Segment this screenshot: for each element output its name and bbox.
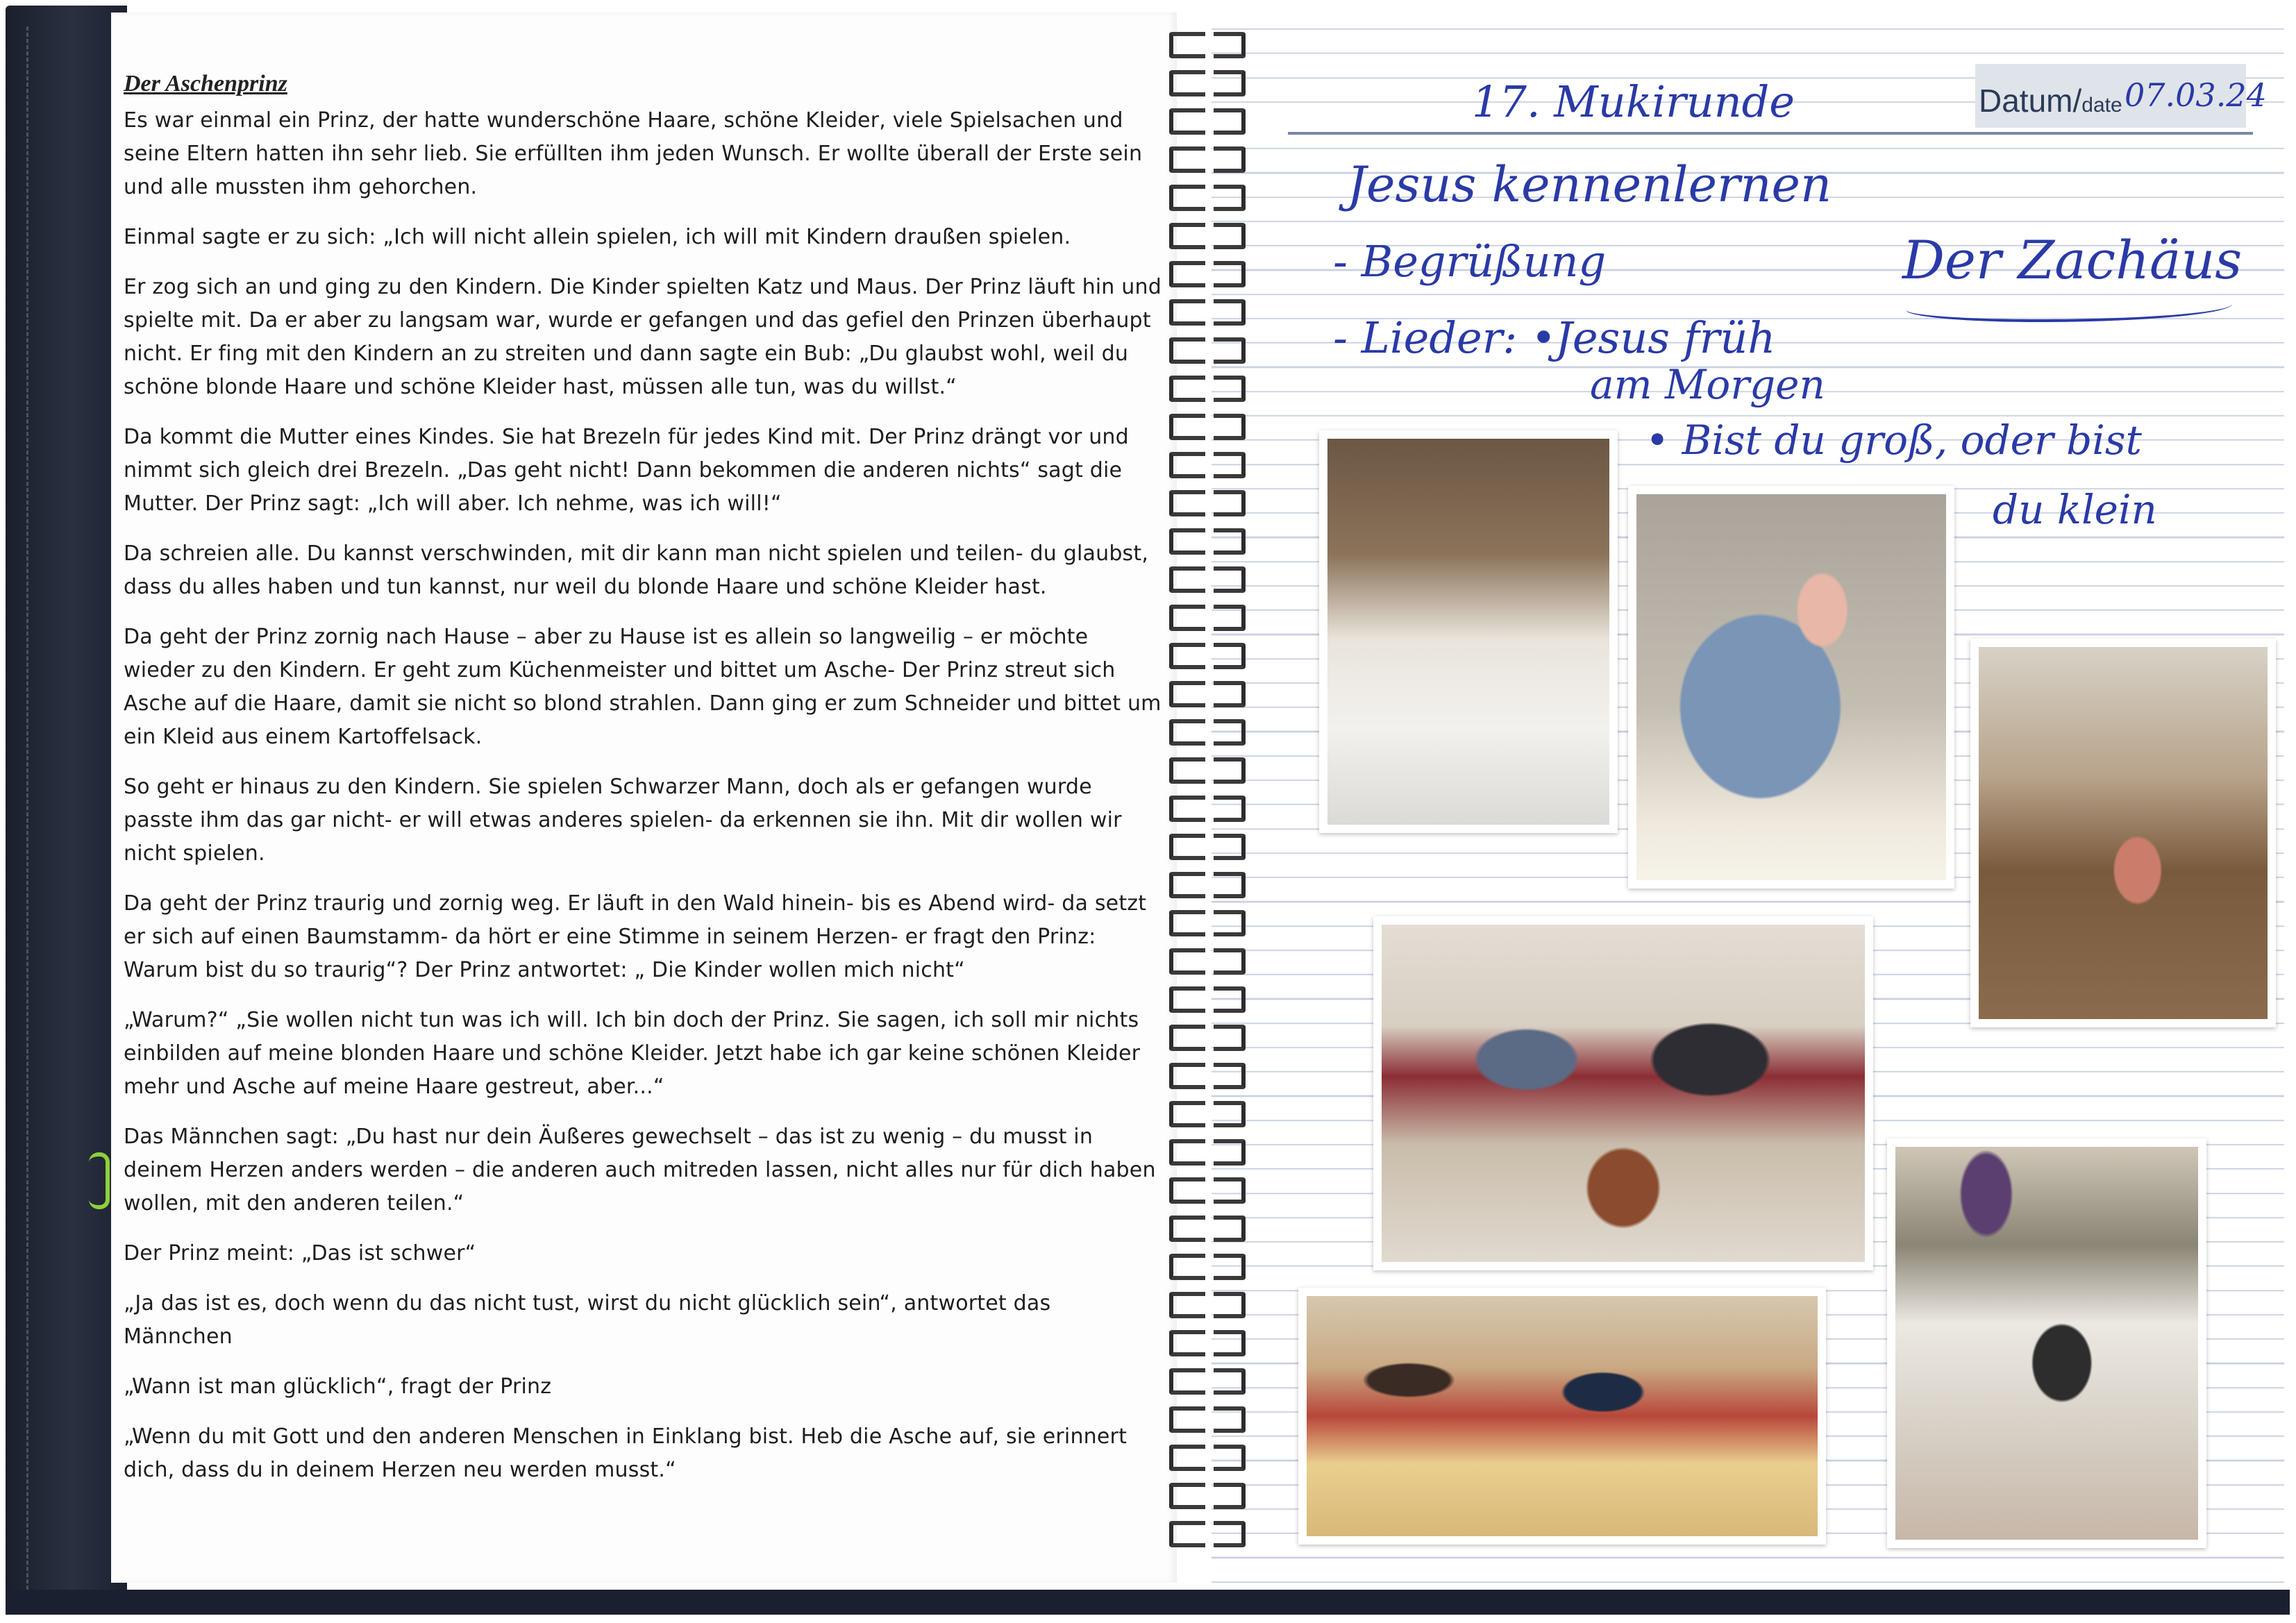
spiral-ring <box>1166 1020 1250 1048</box>
spiral-wire <box>1169 1406 1205 1433</box>
spiral-wire <box>1214 70 1246 96</box>
spiral-wire <box>1169 414 1205 440</box>
spiral-wire <box>1169 337 1205 364</box>
spiral-wire <box>1169 146 1205 173</box>
photo-image <box>1382 925 1865 1262</box>
spiral-ring <box>1166 868 1250 895</box>
spiral-wire <box>1169 643 1205 669</box>
story-paragraph: „Ja das ist es, doch wenn du das nicht tust, wirst du nicht glücklich sein“, antwortet das Männchen <box>124 1291 1051 1349</box>
story-paragraph: Der Prinz meint: „Das ist schwer“ <box>124 1241 476 1265</box>
spiral-wire <box>1214 910 1246 936</box>
spiral-wire <box>1169 528 1205 555</box>
spiral-wire <box>1169 1025 1205 1051</box>
spiral-wire <box>1214 414 1246 440</box>
photo-group-circle <box>1373 916 1873 1270</box>
spiral-wire <box>1214 1445 1246 1471</box>
spiral-wire <box>1169 681 1205 707</box>
story-paragraph: Einmal sagte er zu sich: „Ich will nicht allein spielen, ich will mit Kindern draußen spielen. <box>124 225 1071 249</box>
spiral-ring <box>1166 486 1250 514</box>
spiral-wire <box>1169 1139 1205 1166</box>
spiral-wire <box>1214 1406 1246 1433</box>
spiral-ring <box>1166 1135 1250 1163</box>
spiral-ring <box>1166 142 1250 170</box>
spiral-wire <box>1214 490 1246 516</box>
spiral-ring <box>1166 791 1250 819</box>
spiral-ring <box>1166 180 1250 208</box>
story-paragraph: Da geht der Prinz zornig nach Hause – aber zu Hause ist es allein so langweilig – er möchte wieder zu den Kindern. Er geht zum Küchenmeister und bittet um Asche- Der Prinz streut sich Asche auf die Haare, damit sie nicht so blond strahlen. Dann ging er zum Schneider und bittet um ein Kleid aus einem Kartoffelsack. <box>124 625 1162 749</box>
spiral-ring <box>1166 1097 1250 1125</box>
binder-cover-bottom <box>6 1590 2290 1615</box>
spiral-wire <box>1169 490 1205 516</box>
binder-cover <box>6 6 127 1613</box>
spiral-wire <box>1169 32 1205 58</box>
spiral-ring <box>1166 1364 1250 1392</box>
spiral-wire <box>1214 32 1246 58</box>
spiral-wire <box>1169 1216 1205 1242</box>
spiral-wire <box>1169 1101 1205 1127</box>
photo-altar-table <box>1319 430 1618 833</box>
story-paragraph: Da kommt die Mutter eines Kindes. Sie hat Brezeln für jedes Kind mit. Der Prinz drängt vor und nimmt sich gleich drei Brezeln. „Das geht nicht! Dann bekommen die anderen nichts“ sagt die Mutter. Der Prinz sagt: „Ich will aber. Ich nehme, was ich will!“ <box>124 425 1129 516</box>
spiral-wire <box>1169 834 1205 860</box>
spiral-wire <box>1214 1521 1246 1547</box>
spiral-ring <box>1166 219 1250 246</box>
spiral-wire <box>1214 948 1246 975</box>
spiral-wire <box>1169 1483 1205 1509</box>
photo-image <box>1636 494 1946 880</box>
story-paragraph: „Warum?“ „Sie wollen nicht tun was ich will. Ich bin doch der Prinz. Sie sagen, ich soll mir nichts einbilden auf meine blonden Haare und schöne Kleider. Jetzt habe ich gar keine schönen Kleider mehr und Asche auf meine Haare gestreut, aber...“ <box>124 1008 1141 1099</box>
spiral-ring <box>1166 715 1250 743</box>
spiral-ring <box>1166 448 1250 476</box>
story-text <box>124 104 1165 1504</box>
photo-woman-with-child <box>1628 486 1954 889</box>
spiral-wire <box>1214 1177 1246 1204</box>
spiral-wire <box>1214 566 1246 593</box>
spiral-wire <box>1214 1216 1246 1242</box>
spiral-wire <box>1169 1063 1205 1089</box>
spiral-ring <box>1166 753 1250 781</box>
spiral-wire <box>1169 948 1205 975</box>
spiral-wire <box>1169 1254 1205 1280</box>
spiral-wire <box>1169 1521 1205 1547</box>
spiral-wire <box>1214 452 1246 478</box>
spiral-ring <box>1166 1326 1250 1354</box>
spiral-wire <box>1169 757 1205 784</box>
spiral-wire <box>1214 1292 1246 1318</box>
spiral-wire <box>1169 223 1205 249</box>
spiral-ring <box>1166 677 1250 705</box>
spiral-wire <box>1214 528 1246 555</box>
topic-text: Jesus kennenlernen <box>1347 156 1832 213</box>
song-1-line-1: Jesus früh <box>1555 312 1776 363</box>
spiral-ring <box>1166 66 1250 94</box>
spiral-wire <box>1169 1292 1205 1318</box>
spiral-ring <box>1166 830 1250 857</box>
spiral-wire <box>1169 1330 1205 1356</box>
spiral-wire <box>1214 146 1246 173</box>
elastic-band <box>89 1152 110 1209</box>
spiral-wire <box>1214 1101 1246 1127</box>
spiral-wire <box>1214 757 1246 784</box>
spiral-wire <box>1169 108 1205 135</box>
spiral-wire <box>1169 452 1205 478</box>
spiral-ring <box>1166 1211 1250 1239</box>
spiral-ring <box>1166 410 1250 437</box>
spiral-ring <box>1166 104 1250 132</box>
spiral-ring <box>1166 28 1250 56</box>
spiral-wire <box>1169 872 1205 898</box>
spiral-wire <box>1169 986 1205 1013</box>
photo-group-table <box>1298 1288 1826 1545</box>
story-paragraph: Da schreien alle. Du kannst verschwinden, mit dir kann man nicht spielen und teilen- du glaubst, dass du alles haben und tun kannst, nur weil du blonde Haare und schöne Kleider hast. <box>124 541 1149 599</box>
spiral-ring <box>1166 1440 1250 1468</box>
spiral-wire <box>1214 1063 1246 1089</box>
spiral-ring <box>1166 1173 1250 1201</box>
spiral-wire <box>1169 796 1205 822</box>
spiral-wire <box>1169 1445 1205 1471</box>
spiral-wire <box>1214 986 1246 1013</box>
spiral-wire <box>1214 1025 1246 1051</box>
header-rule <box>1288 132 2253 135</box>
spiral-ring <box>1166 1288 1250 1315</box>
song-2-line-2: du klein <box>1993 486 2157 533</box>
spiral-wire <box>1214 185 1246 211</box>
spiral-ring <box>1166 371 1250 399</box>
side-note-zachaeus: Der Zachäus <box>1902 229 2243 291</box>
spiral-wire <box>1214 337 1246 364</box>
story-paragraph: Da geht der Prinz traurig und zornig weg. Er läuft in den Wald hinein- bis es Abend wird- da setzt er sich auf einen Baumstamm- da hört er eine Stimme in seinem Herzen- er fragt den Prinz: Warum bist du so traurig“? Der Prinz antwortet: „ Die Kinder wollen mich nicht“ <box>124 891 1147 982</box>
spiral-wire <box>1214 796 1246 822</box>
spiral-wire <box>1214 1368 1246 1395</box>
spiral-wire <box>1214 376 1246 402</box>
spiral-ring <box>1166 257 1250 285</box>
story-paragraph: Es war einmal ein Prinz, der hatte wunderschöne Haare, schöne Kleider, viele Spielsachen und seine Eltern hatten ihn sehr lieb. Sie erfüllten ihm jeden Wunsch. Er wollte überall der Erste sein und alle mussten ihm gehorchen. <box>124 108 1143 199</box>
story-title: Der Aschenprinz <box>124 71 287 96</box>
spiral-wire <box>1169 70 1205 96</box>
spiral-ring <box>1166 562 1250 590</box>
spiral-ring <box>1166 1479 1250 1506</box>
spiral-wire <box>1214 108 1246 135</box>
spiral-wire <box>1214 299 1246 326</box>
photo-woman-child-altar <box>1887 1138 2206 1548</box>
photo-image <box>1895 1147 2198 1540</box>
spiral-wire <box>1169 605 1205 631</box>
spiral-wire <box>1169 719 1205 746</box>
photo-children-playing <box>1970 639 2276 1027</box>
story-paragraph: „Wann ist man glücklich“, fragt der Prinz <box>124 1374 552 1399</box>
spiral-ring <box>1166 639 1250 666</box>
spiral-wire <box>1169 376 1205 402</box>
spiral-wire <box>1169 910 1205 936</box>
spiral-ring <box>1166 333 1250 361</box>
spiral-wire <box>1214 605 1246 631</box>
spiral-ring <box>1166 1517 1250 1545</box>
spiral-wire <box>1169 566 1205 593</box>
spiral-wire <box>1169 299 1205 326</box>
spiral-wire <box>1214 643 1246 669</box>
story-paragraph: So geht er hinaus zu den Kindern. Sie spielen Schwarzer Mann, doch als er gefangen wurde passte ihm das gar nicht- er will etwas anderes spielen- da erkennen sie ihn. Mit dir wollen wir nicht spielen. <box>124 775 1122 866</box>
spiral-wire <box>1214 1139 1246 1166</box>
spiral-ring <box>1166 1059 1250 1086</box>
date-label-small: date <box>2081 94 2122 117</box>
date-label <box>1979 82 2122 119</box>
story-paragraph: Er zog sich an und ging zu den Kindern. Die Kinder spielten Katz und Maus. Der Prinz läuft hin und spielte mit. Da er aber zu langsam war, wurde er gefangen und das gefiel den Prinzen überhaupt nicht. Er fing mit den Kindern an zu streiten und dann sagte ein Bub: „Du glaubst wohl, weil du schöne blonde Haare und schöne Kleider hast, müssen alle tun, was du willst.“ <box>124 275 1162 399</box>
spiral-ring <box>1166 982 1250 1010</box>
story-paragraph: „Wenn du mit Gott und den anderen Menschen in Einklang bist. Heb die Asche auf, sie erinnert dich, dass du in deinem Herzen neu werden musst.“ <box>124 1424 1128 1482</box>
spiral-wire <box>1214 1254 1246 1280</box>
photo-image <box>1307 1296 1818 1536</box>
greeting-item: - Begrüßung <box>1333 236 1607 287</box>
spiral-ring <box>1166 1250 1250 1277</box>
spiral-wire <box>1214 872 1246 898</box>
song-1-line-2: am Morgen <box>1590 361 1825 408</box>
spiral-wire <box>1169 261 1205 287</box>
spiral-wire <box>1169 185 1205 211</box>
spiral-wire <box>1169 1177 1205 1204</box>
spiral-ring <box>1166 524 1250 552</box>
spiral-binding <box>1166 28 1250 1555</box>
spiral-wire <box>1214 834 1246 860</box>
photo-image <box>1327 439 1609 825</box>
spiral-wire <box>1214 223 1246 249</box>
spiral-wire <box>1214 681 1246 707</box>
spiral-ring <box>1166 1402 1250 1430</box>
photo-image <box>1979 647 2268 1019</box>
spiral-wire <box>1214 261 1246 287</box>
spiral-wire <box>1169 1368 1205 1395</box>
songs-label: - Lieder: • <box>1333 312 1557 363</box>
date-value: 07.03.24 <box>2125 76 2267 114</box>
spiral-ring <box>1166 906 1250 934</box>
spiral-ring <box>1166 600 1250 628</box>
date-label-text: Datum/ <box>1979 83 2082 119</box>
song-2-line-1: • Bist du groß, oder bist <box>1645 417 2142 464</box>
story-paragraph: Das Männchen sagt: „Du hast nur dein Äußeres gewechselt – das ist zu wenig – du musst in deinem Herzen anders werden – die anderen auch mitreden lassen, nicht alles nur für dich haben wollen, mit den anderen teilen.“ <box>124 1125 1156 1216</box>
spiral-ring <box>1166 944 1250 972</box>
cover-stitching <box>26 26 30 1602</box>
session-heading: 17. Mukirunde <box>1472 76 1795 127</box>
spiral-wire <box>1214 1330 1246 1356</box>
spiral-wire <box>1214 1483 1246 1509</box>
spiral-wire <box>1214 719 1246 746</box>
spiral-ring <box>1166 295 1250 323</box>
